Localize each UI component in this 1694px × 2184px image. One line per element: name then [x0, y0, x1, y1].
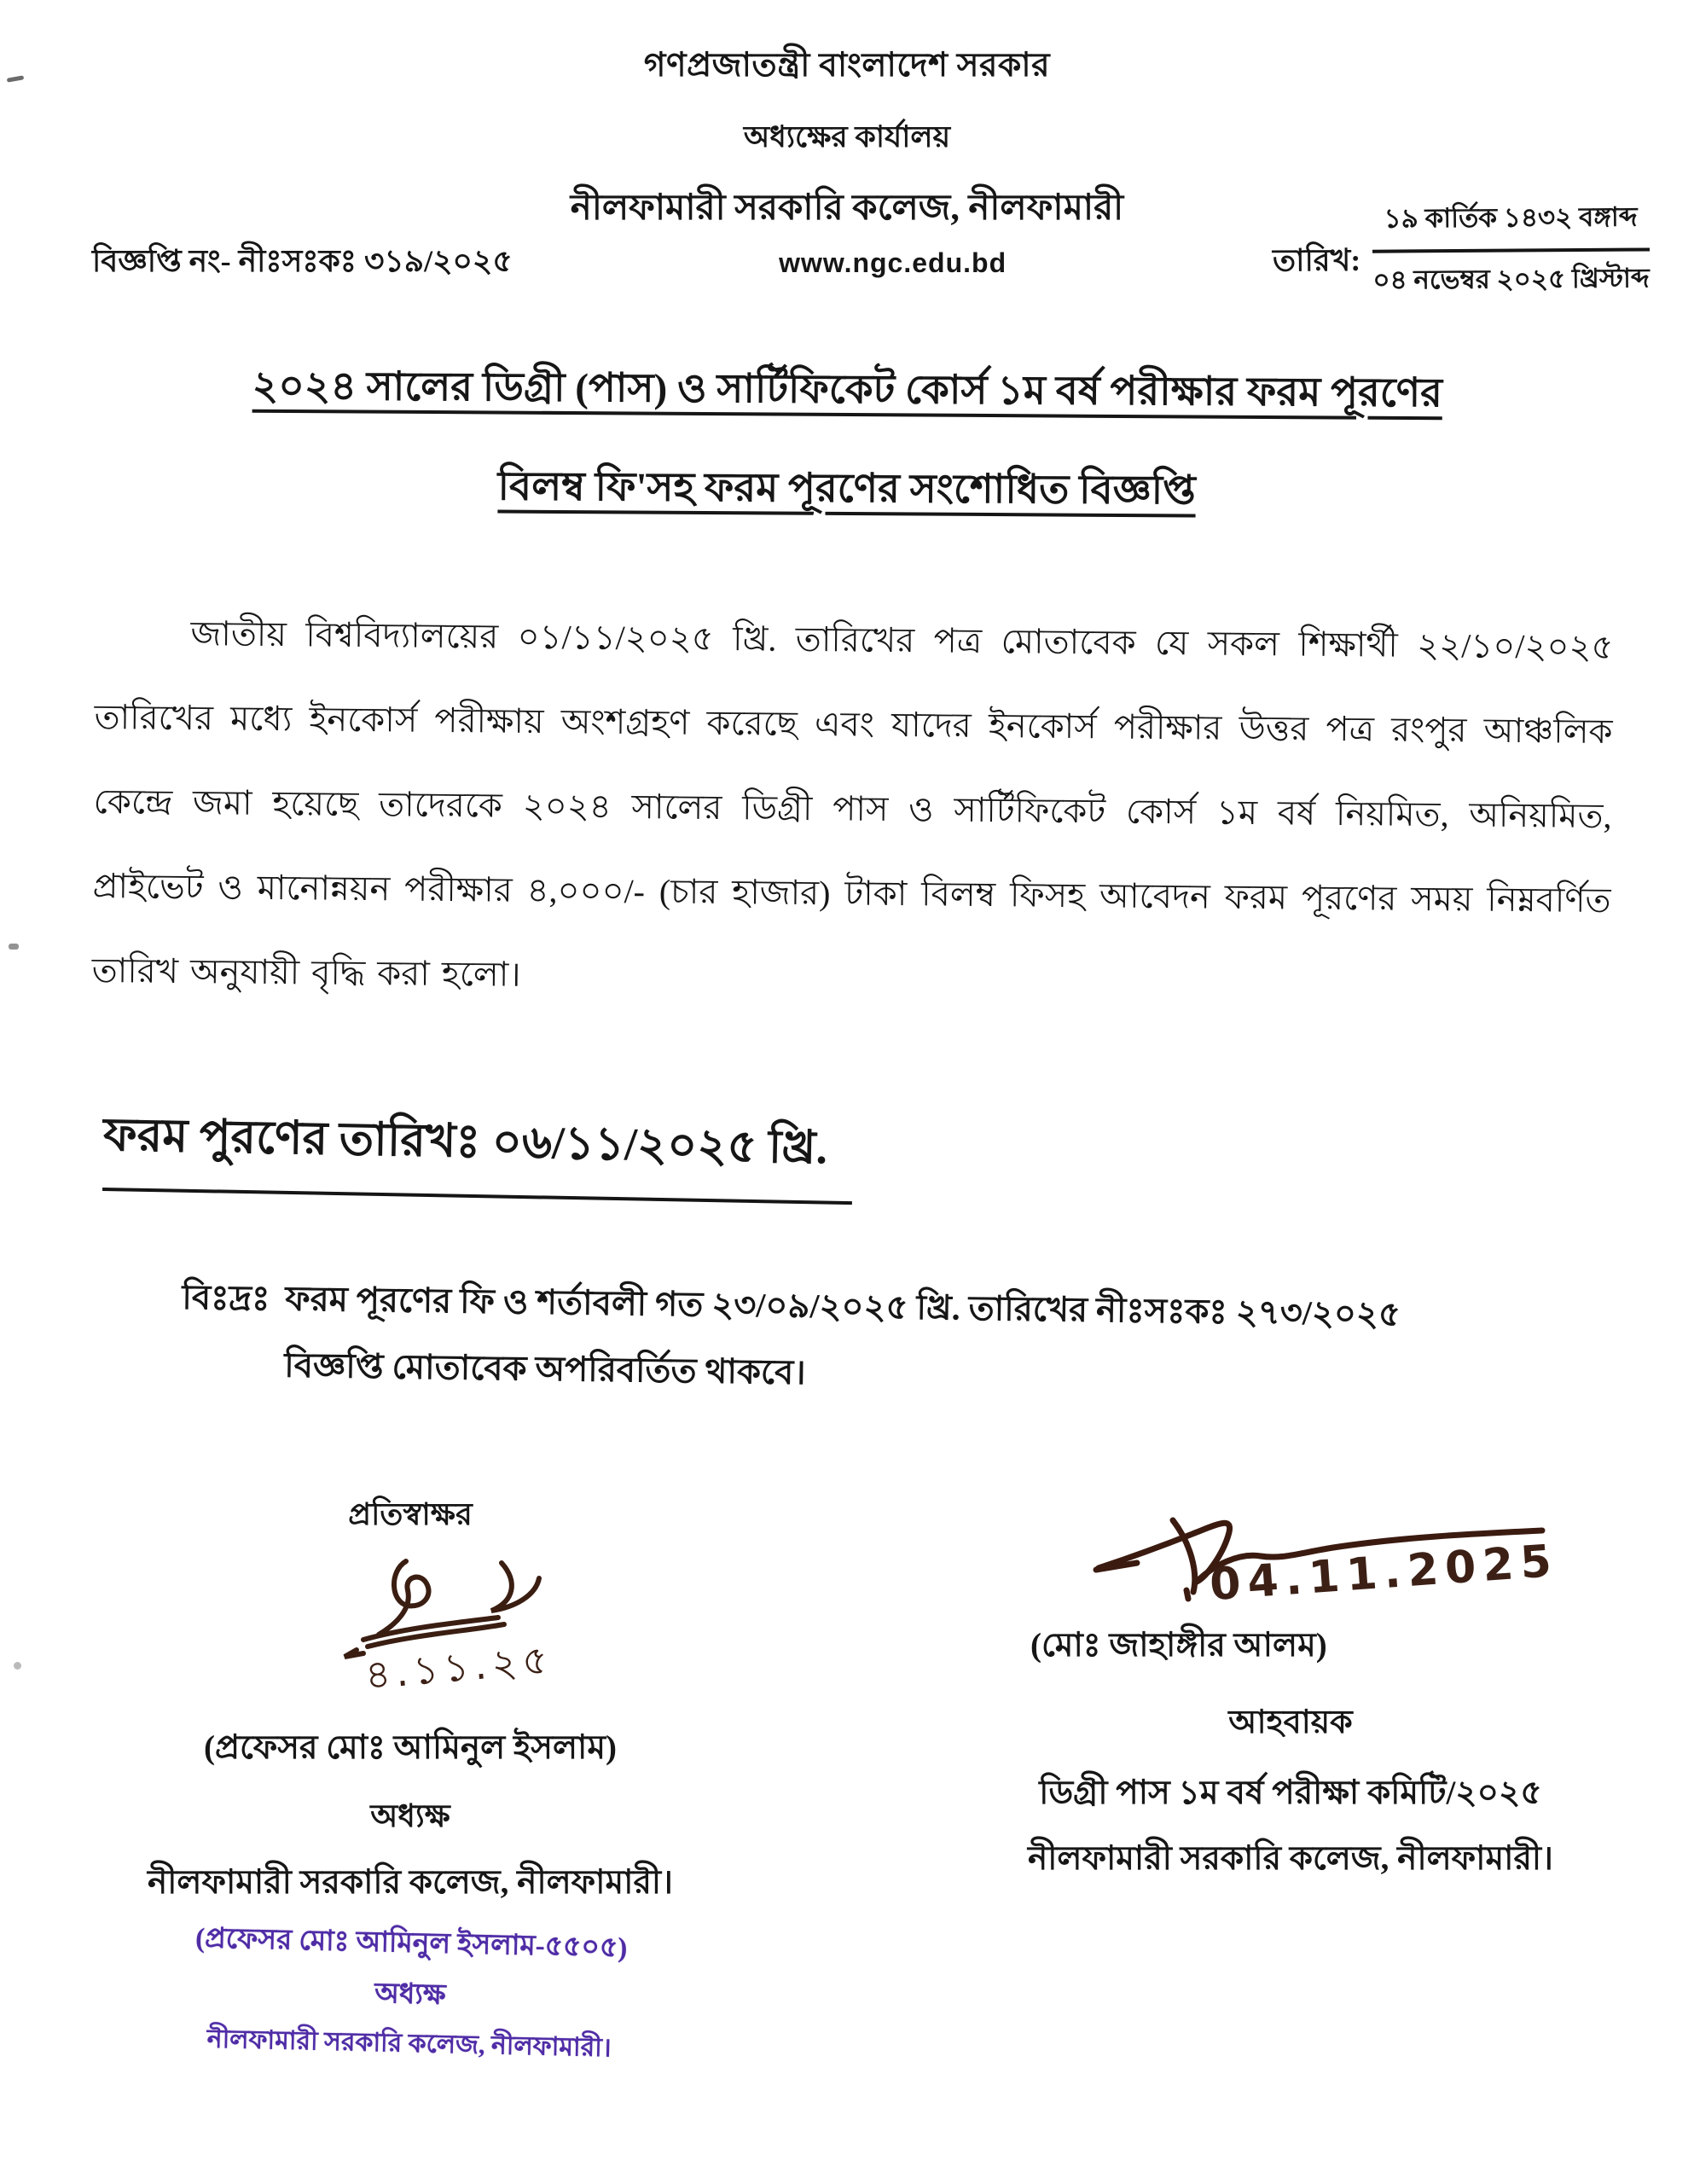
date-label: তারিখ: — [1273, 242, 1361, 278]
form-fillup-deadline-text: ফরম পুরণের তারিখঃ ০৬/১১/২০২৫ খ্রি. — [102, 1099, 854, 1205]
date-block — [1273, 196, 1650, 305]
convener-institution: নীলফামারী সরকারি কলেজ, নীলফামারী। — [1027, 1840, 1554, 1877]
notice-number: বিজ্ঞপ্তি নং- নীঃসঃকঃ ৩১৯/২০২৫ — [92, 244, 513, 278]
date-values — [1372, 196, 1650, 304]
convener-signature-area — [954, 1508, 1627, 1611]
stamp-designation-line: অধ্যক্ষ — [374, 1978, 447, 2011]
principal-handwritten-date: ৪.১১.২৫ — [363, 1635, 555, 1699]
notice-title-line2: বিলম্ব ফি'সহ ফরম পূরণের সংশোধিত বিজ্ঞপ্তি — [497, 464, 1196, 514]
date-bangla: ১৯ কার্তিক ১৪৩২ বঙ্গাব্দ — [1372, 196, 1650, 253]
convener-committee: ডিগ্রী পাস ১ম বর্ষ পরীক্ষা কমিটি/২০২৫ — [1039, 1774, 1542, 1811]
principal-signature-area — [109, 1546, 711, 1699]
signature-block-convener — [954, 1508, 1627, 1888]
convener-name: (মোঃ জাহাঙ্গীর আলম) — [1030, 1627, 1327, 1664]
countersign-label: প্রতিস্বাক্ষর — [348, 1497, 473, 1531]
convener-handwritten-date: 04.11.2025 — [1208, 1535, 1560, 1612]
stamp-institution-line: নীলফামারী সরকারি কলেজ, নীলফামারী। — [206, 2024, 612, 2063]
nb-text: ফরম পূরণের ফি ও শর্তাবলী গত ২৩/০৯/২০২৫ খ্রি. তারিখের নীঃসঃকঃ ২৭৩/২০২৫ বিজ্ঞপ্তি মোতাবেক অপরিবর্তিত থাকবে। — [284, 1279, 1401, 1392]
signature-block-principal — [109, 1491, 711, 2066]
principal-stamp — [107, 1914, 713, 2073]
government-name: গণপ্রজাতন্ত্রী বাংলাদেশ সরকার — [643, 47, 1051, 84]
notice-title — [0, 353, 1694, 529]
stamp-name-line: (প্রফেসর মোঃ আমিনুল ইসলাম-৫৫০৫) — [194, 1923, 628, 1964]
principal-designation: অধ্যক্ষ — [370, 1799, 450, 1834]
scan-artifact-dot — [14, 1662, 21, 1670]
website-text: www.ngc.edu.bd — [779, 247, 1007, 278]
convener-designation: আহবায়ক — [1228, 1705, 1353, 1740]
principal-name: (প্রফেসর মোঃ আমিনুল ইসলাম) — [203, 1729, 618, 1766]
college-name: নীলফামারী সরকারি কলেজ, নীলফামারী — [570, 189, 1124, 228]
nb-label: বিঃদ্রঃ — [182, 1277, 270, 1318]
date-gregorian: ০৪ নভেম্বর ২০২৫ খ্রিস্টাব্দ — [1372, 263, 1650, 295]
principal-institution: নীলফামারী সরকারি কলেজ, নীলফামারী। — [147, 1864, 674, 1901]
meta-row — [92, 198, 1650, 304]
form-fillup-deadline — [102, 1099, 854, 1205]
notice-title-line1: ২০২৪ সালের ডিগ্রী (পাস) ও সার্টিফিকেট কোর্স ১ম বর্ষ পরীক্ষার ফরম পূরণের — [252, 363, 1443, 416]
body-paragraph: জাতীয় বিশ্ববিদ্যালয়ের ০১/১১/২০২৫ খ্রি. তারিখের পত্র মোতাবেক যে সকল শিক্ষার্থী ২২/১০/২০২৫ তারিখের মধ্যে ইনকোর্স পরীক্ষায় অংশগ্রহণ করেছে এবং যাদের ইনকোর্স পরীক্ষার উত্তর পত্র রংপুর আঞ্চলিক কেন্দ্রে জমা হয়েছে তাদেরকে ২০২৪ সালের ডিগ্রী পাস ও সার্টিফিকেট কোর্স ১ম বর্ষ নিয়মিত, অনিয়মিত, প্রাইভেট ও মানোন্নয়ন পরীক্ষার ৪,০০০/- (চার হাজার) টাকা বিলম্ব ফিসহ আবেদন ফরম পূরণের সময় নিম্নবর্ণিত তারিখ অনুযায়ী বৃদ্ধি করা হলো। — [91, 614, 1614, 994]
nb-note — [181, 1264, 1547, 1416]
office-name: অধ্যক্ষের কার্যালয় — [743, 120, 951, 154]
scan-artifact-dash — [9, 944, 19, 950]
